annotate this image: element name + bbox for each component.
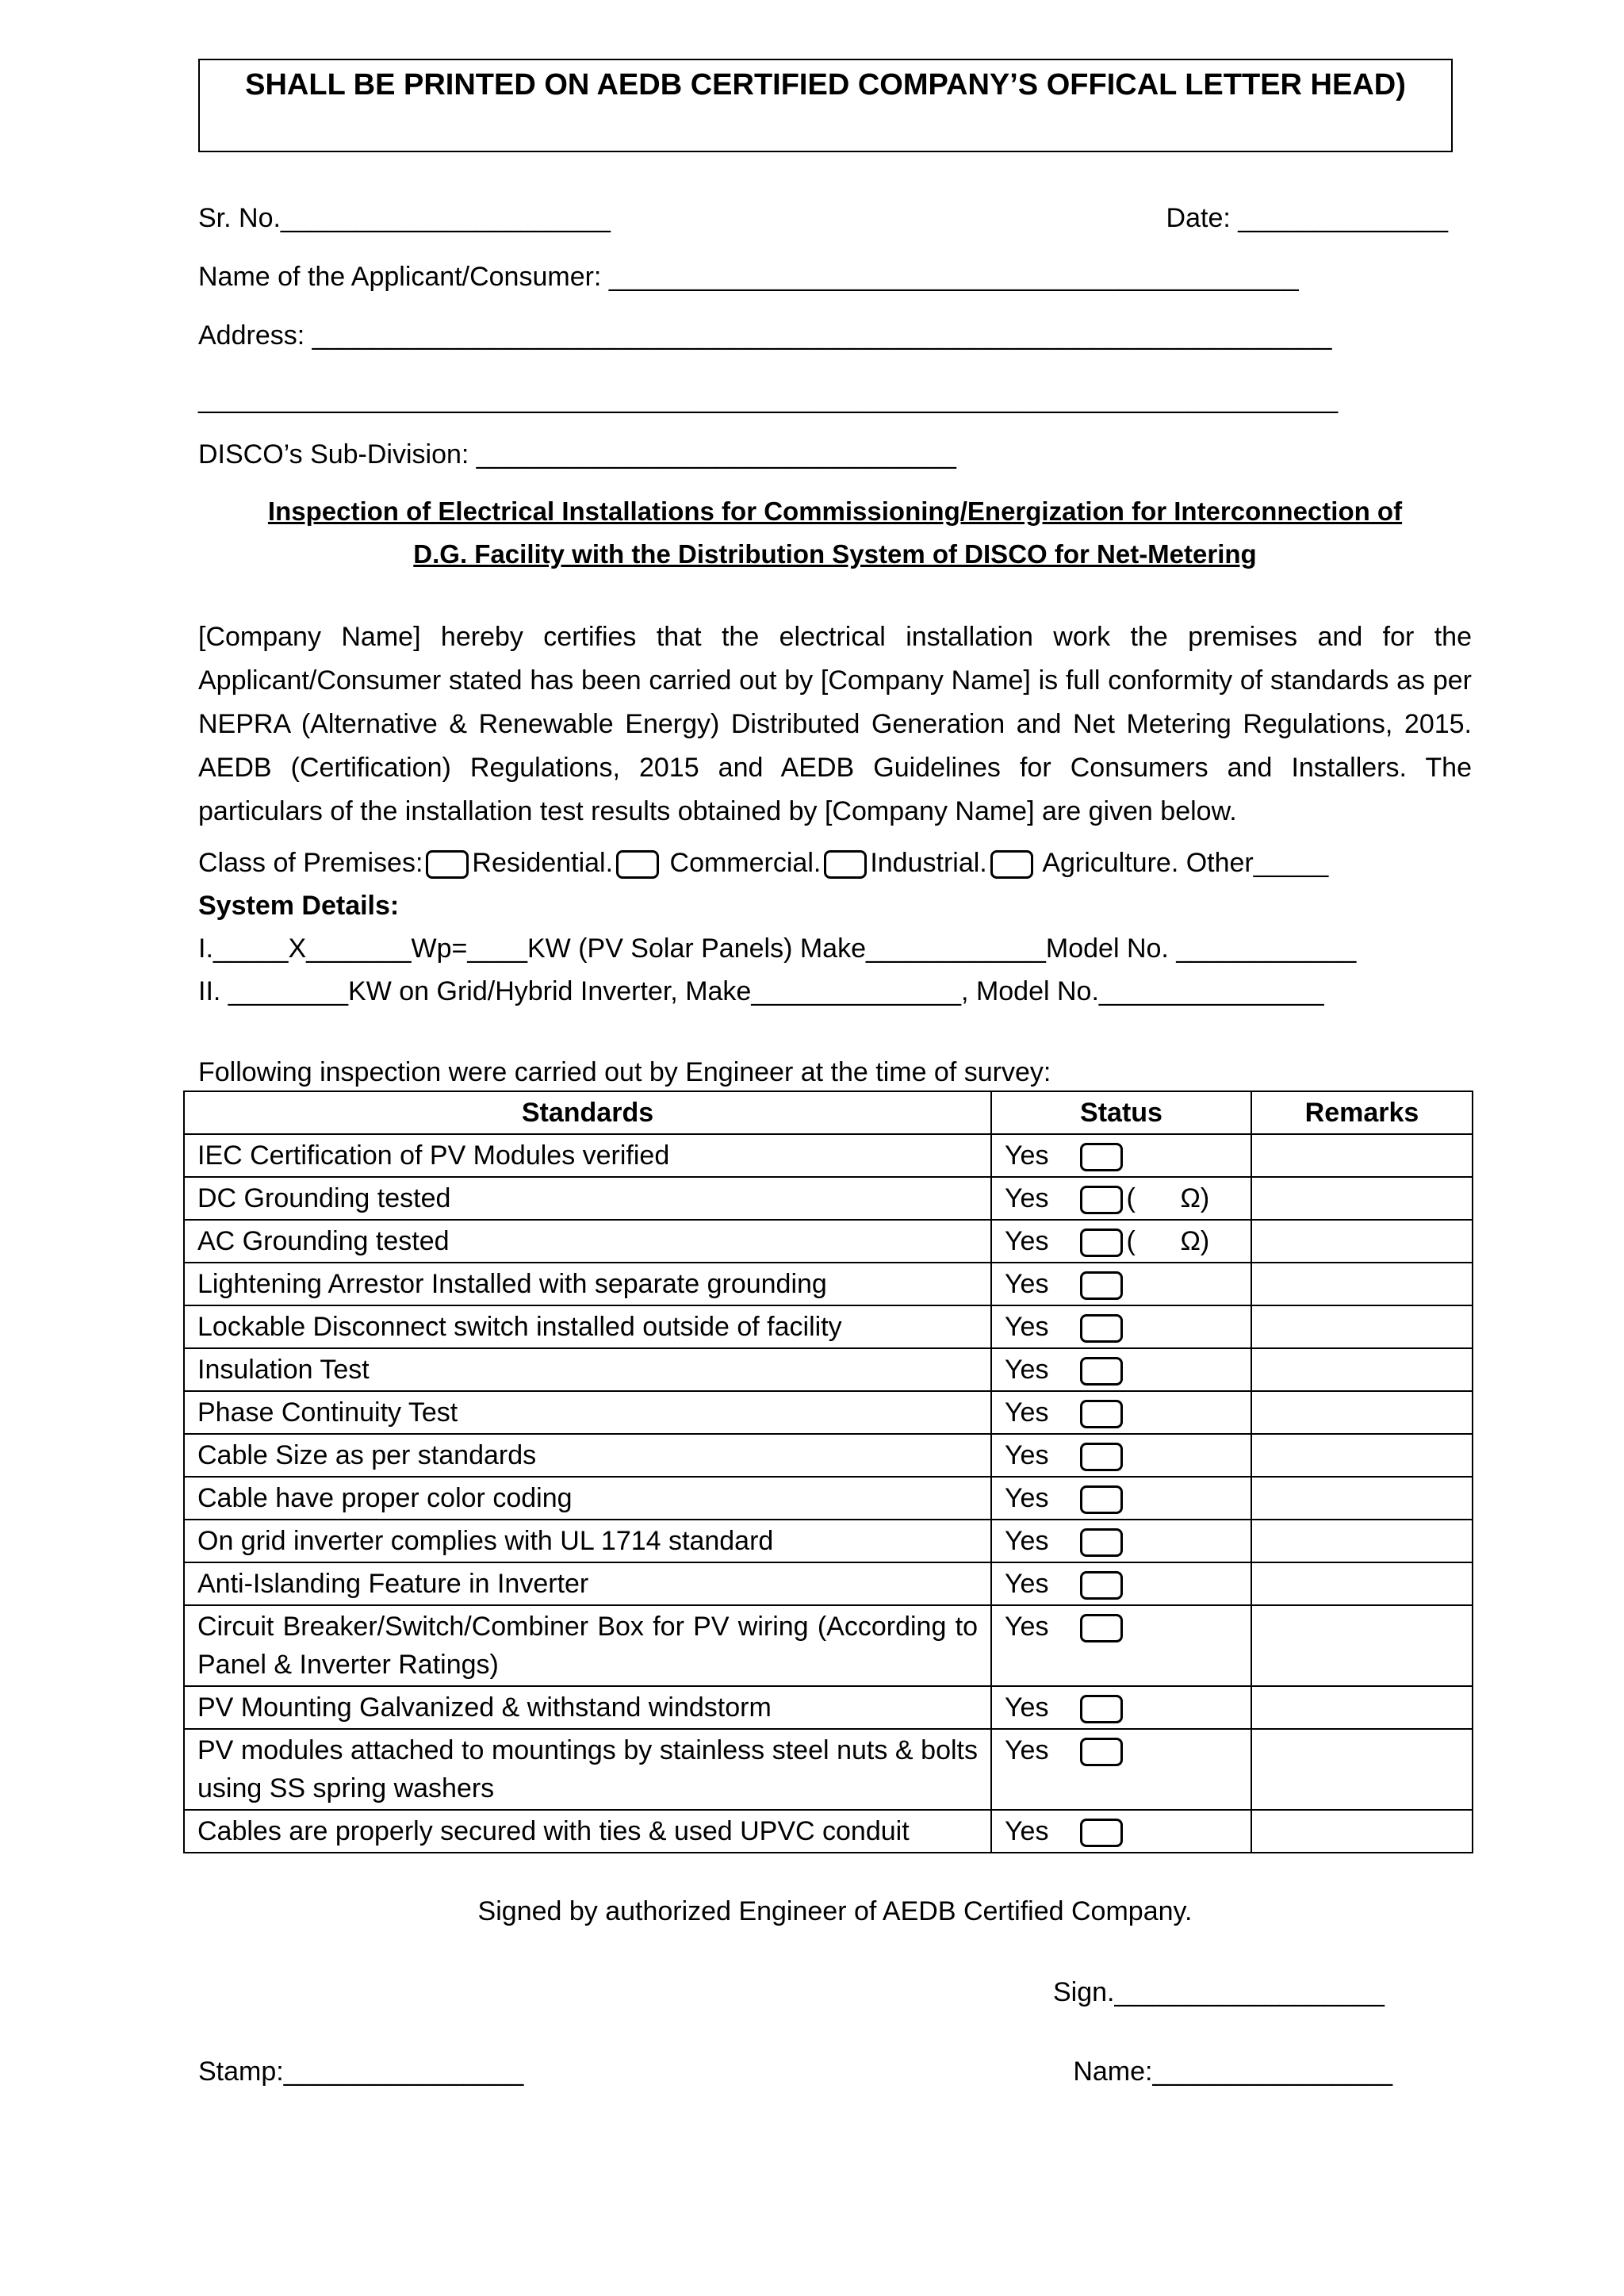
status-cell: [991, 1134, 1251, 1177]
remarks-cell[interactable]: [1251, 1134, 1473, 1177]
status-checkbox[interactable]: [1080, 1357, 1123, 1386]
premises-option-label: Commercial.: [669, 848, 822, 878]
table-row: [184, 1263, 1473, 1305]
status-cell: [991, 1177, 1251, 1220]
status-checkbox[interactable]: [1080, 1400, 1123, 1428]
system-details-title: System Details:: [198, 891, 400, 921]
remarks-cell[interactable]: [1251, 1305, 1473, 1348]
heading-line-1: Inspection of Electrical Installations for Commissioning/Energization for Interconnection of: [267, 496, 1403, 526]
status-checkbox[interactable]: [1080, 1528, 1123, 1557]
table-row: [184, 1520, 1473, 1562]
status-checkbox[interactable]: [1080, 1614, 1123, 1642]
premises-option-label: Residential.: [472, 848, 614, 878]
remarks-cell[interactable]: [1251, 1177, 1473, 1220]
remarks-cell[interactable]: [1251, 1810, 1473, 1853]
table-row: [184, 1220, 1473, 1263]
standard-cell: Circuit Breaker/Switch/Combiner Box for PV wiring (According to Panel & Inverter Ratings): [184, 1605, 991, 1686]
table-row: [184, 1686, 1473, 1729]
pv-panels-field[interactable]: I._____X_______Wp=____KW (PV Solar Panels) Make____________Model No. ____________: [198, 933, 1357, 964]
yes-label: Yes: [1005, 1483, 1049, 1513]
table-row: [184, 1177, 1473, 1220]
premises-checkbox-residential[interactable]: [426, 850, 469, 879]
premises-checkbox-industrial[interactable]: [824, 850, 867, 879]
status-cell: [991, 1434, 1251, 1477]
class-of-premises: [198, 841, 1472, 884]
sign-field[interactable]: Sign.__________________: [1053, 1977, 1385, 2007]
standard-cell: DC Grounding tested: [184, 1177, 991, 1220]
yes-label: Yes: [1005, 1183, 1049, 1213]
status-cell: [991, 1391, 1251, 1434]
standard-cell: Lightening Arrestor Installed with separate grounding: [184, 1263, 991, 1305]
standard-cell: PV modules attached to mountings by stainless steel nuts & bolts using SS spring washers: [184, 1729, 991, 1810]
standard-cell: Phase Continuity Test: [184, 1391, 991, 1434]
status-cell: [991, 1605, 1251, 1686]
ohm-value-field[interactable]: ( Ω): [1126, 1183, 1210, 1213]
premises-option-label: Agriculture. Other_____: [1042, 848, 1329, 878]
remarks-cell[interactable]: [1251, 1391, 1473, 1434]
status-checkbox[interactable]: [1080, 1228, 1123, 1257]
inspection-table: [183, 1091, 1473, 1853]
table-row: [184, 1605, 1473, 1686]
standard-cell: IEC Certification of PV Modules verified: [184, 1134, 991, 1177]
sr-no-field[interactable]: Sr. No.______________________: [198, 203, 611, 233]
table-row: [184, 1305, 1473, 1348]
header-remarks: Remarks: [1251, 1091, 1473, 1134]
status-checkbox[interactable]: [1080, 1186, 1123, 1214]
status-cell: [991, 1348, 1251, 1391]
name-field[interactable]: Name:________________: [1073, 2056, 1392, 2087]
status-cell: [991, 1263, 1251, 1305]
status-cell: [991, 1305, 1251, 1348]
form-heading: [198, 490, 1472, 576]
letterhead-title: SHALL BE PRINTED ON AEDB CERTIFIED COMPANY’S OFFICAL LETTER HEAD): [245, 68, 1406, 102]
table-row: [184, 1810, 1473, 1853]
stamp-name-row: [198, 2053, 1472, 2137]
table-row: [184, 1729, 1473, 1810]
yes-label: Yes: [1005, 1312, 1049, 1342]
premises-checkbox-agriculture[interactable]: [990, 850, 1033, 879]
certification-paragraph: [Company Name] hereby certifies that the electrical installation work the premises and for the Applicant/Consumer stated has been carried out by [Company Name] is full conformity of standards as per NEPRA (Alternative & Renewable Energy) Distributed Generation and Net Metering Regulations, 2015. AEDB (Certification) Regulations, 2015 and AEDB Guidelines for Consumers and Installers. The particulars of the installation test results obtained by [Company Name] are given below.: [198, 622, 1472, 826]
remarks-cell[interactable]: [1251, 1434, 1473, 1477]
standard-cell: Cable Size as per standards: [184, 1434, 991, 1477]
sr-date-row: [198, 200, 1472, 236]
status-checkbox[interactable]: [1080, 1314, 1123, 1343]
remarks-cell[interactable]: [1251, 1348, 1473, 1391]
status-cell: [991, 1562, 1251, 1605]
signed-note: Signed by authorized Engineer of AEDB Certified Company.: [477, 1896, 1193, 1926]
status-cell: [991, 1729, 1251, 1810]
yes-label: Yes: [1005, 1612, 1049, 1642]
standard-cell: On grid inverter complies with UL 1714 standard: [184, 1520, 991, 1562]
table-row: [184, 1477, 1473, 1520]
premises-option-label: Industrial.: [870, 848, 987, 878]
yes-label: Yes: [1005, 1269, 1049, 1299]
standard-cell: Lockable Disconnect switch installed outside of facility: [184, 1305, 991, 1348]
standard-cell: Insulation Test: [184, 1348, 991, 1391]
heading-line-2: D.G. Facility with the Distribution System of DISCO for Net-Metering: [413, 539, 1257, 569]
yes-label: Yes: [1005, 1226, 1049, 1256]
yes-label: Yes: [1005, 1735, 1049, 1765]
status-checkbox[interactable]: [1080, 1143, 1123, 1171]
yes-label: Yes: [1005, 1440, 1049, 1470]
remarks-cell[interactable]: [1251, 1686, 1473, 1729]
form-page: [198, 0, 1472, 2137]
table-header-row: [184, 1091, 1473, 1134]
status-checkbox[interactable]: [1080, 1443, 1123, 1471]
yes-label: Yes: [1005, 1140, 1049, 1171]
status-cell: [991, 1810, 1251, 1853]
remarks-cell[interactable]: [1251, 1729, 1473, 1810]
status-checkbox[interactable]: [1080, 1485, 1123, 1514]
standard-cell: Anti-Islanding Feature in Inverter: [184, 1562, 991, 1605]
remarks-cell[interactable]: [1251, 1477, 1473, 1520]
premises-checkbox-commercial[interactable]: [616, 850, 659, 879]
header-status: Status: [991, 1091, 1251, 1134]
remarks-cell[interactable]: [1251, 1263, 1473, 1305]
yes-label: Yes: [1005, 1397, 1049, 1428]
status-checkbox[interactable]: [1080, 1819, 1123, 1847]
status-cell: [991, 1520, 1251, 1562]
inverter-field[interactable]: II. ________KW on Grid/Hybrid Inverter, Make______________, Model No._______________: [198, 976, 1324, 1006]
table-row: [184, 1348, 1473, 1391]
address-field[interactable]: Address: ____________________________________________________________________: [198, 320, 1332, 351]
status-cell: [991, 1686, 1251, 1729]
standard-cell: Cables are properly secured with ties & used UPVC conduit: [184, 1810, 991, 1853]
header-standards: Standards: [184, 1091, 991, 1134]
status-cell: [991, 1477, 1251, 1520]
remarks-cell[interactable]: [1251, 1605, 1473, 1686]
status-checkbox[interactable]: [1080, 1695, 1123, 1723]
standard-cell: Cable have proper color coding: [184, 1477, 991, 1520]
yes-label: Yes: [1005, 1816, 1049, 1846]
table-row: [184, 1391, 1473, 1434]
yes-label: Yes: [1005, 1355, 1049, 1385]
status-checkbox[interactable]: [1080, 1571, 1123, 1600]
table-row: [184, 1134, 1473, 1177]
premises-label: Class of Premises:: [198, 848, 423, 878]
remarks-cell[interactable]: [1251, 1220, 1473, 1263]
date-field[interactable]: Date: ______________: [1166, 203, 1448, 233]
inspection-intro: Following inspection were carried out by Engineer at the time of survey:: [198, 1057, 1051, 1087]
ohm-value-field[interactable]: ( Ω): [1126, 1226, 1210, 1256]
table-row: [184, 1434, 1473, 1477]
yes-label: Yes: [1005, 1526, 1049, 1556]
stamp-field[interactable]: Stamp:________________: [198, 2056, 524, 2087]
applicant-name-field[interactable]: Name of the Applicant/Consumer: ______________________________________________: [198, 262, 1299, 292]
status-checkbox[interactable]: [1080, 1271, 1123, 1300]
address-field-line2[interactable]: ____________________________________________________________________________: [198, 384, 1339, 414]
yes-label: Yes: [1005, 1569, 1049, 1599]
table-row: [184, 1562, 1473, 1605]
status-checkbox[interactable]: [1080, 1738, 1123, 1766]
status-cell: [991, 1220, 1251, 1263]
standard-cell: AC Grounding tested: [184, 1220, 991, 1263]
letterhead-box: [198, 59, 1453, 152]
disco-subdivision-field[interactable]: DISCO’s Sub-Division: ________________________________: [198, 439, 956, 470]
yes-label: Yes: [1005, 1692, 1049, 1723]
remarks-cell[interactable]: [1251, 1520, 1473, 1562]
standard-cell: PV Mounting Galvanized & withstand windstorm: [184, 1686, 991, 1729]
remarks-cell[interactable]: [1251, 1562, 1473, 1605]
